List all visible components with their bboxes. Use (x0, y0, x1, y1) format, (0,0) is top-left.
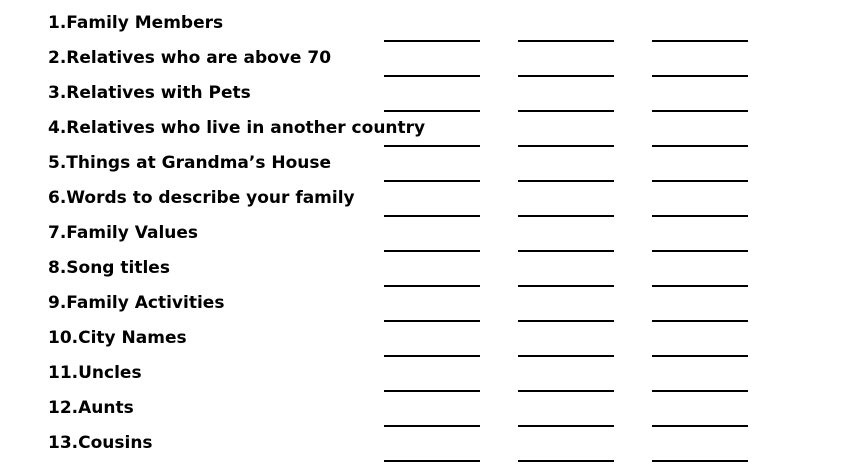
list-item (0, 245, 850, 280)
item-label: 6.Words to describe your family (48, 188, 355, 208)
list-item (0, 420, 850, 455)
list-item (0, 210, 850, 245)
item-label: 9.Family Activities (48, 293, 225, 313)
answer-blank[interactable] (518, 460, 614, 462)
list-item (0, 70, 850, 105)
item-label: 5.Things at Grandma’s House (48, 153, 332, 173)
list-item (0, 35, 850, 70)
list-item (0, 280, 850, 315)
item-label: 7.Family Values (48, 223, 199, 243)
answer-blank[interactable] (652, 460, 748, 462)
list-item (0, 315, 850, 350)
list-item (0, 105, 850, 140)
item-label: 10.City Names (48, 328, 187, 348)
list-item (0, 0, 850, 35)
list-item (0, 140, 850, 175)
item-label: 2.Relatives who are above 70 (48, 48, 332, 68)
item-label: 8.Song titles (48, 258, 170, 278)
item-label: 1.Family Members (48, 13, 224, 33)
list-item (0, 385, 850, 420)
item-label: 11.Uncles (48, 363, 142, 383)
item-label: 13.Cousins (48, 433, 153, 453)
list-item (0, 175, 850, 210)
list-item (0, 350, 850, 385)
item-label: 12.Aunts (48, 398, 134, 418)
item-label: 4.Relatives who live in another country (48, 118, 426, 138)
answer-blank[interactable] (384, 460, 480, 462)
item-label: 3.Relatives with Pets (48, 83, 251, 103)
